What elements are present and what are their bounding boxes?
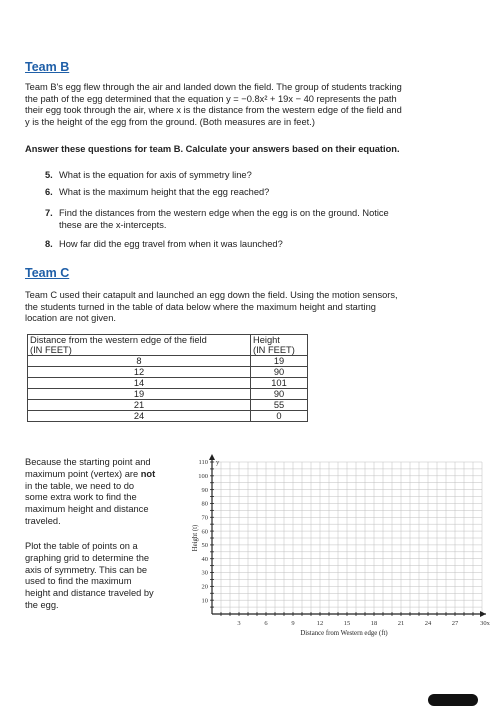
- table-row: [28, 378, 308, 389]
- team-c-line-1: Team C used their catapult and launched an egg down the field. Using the motion sensors,: [25, 290, 398, 300]
- y-tick-label: 10: [201, 597, 208, 605]
- distance-cell: 21: [28, 400, 251, 411]
- team-b-line-1: Team B's egg flew through the air and landed down the field. The group of students tracking: [25, 82, 402, 92]
- x-tick-label: 21: [397, 620, 405, 627]
- table-row: [28, 411, 308, 422]
- question-text: How far did the egg travel from when it was launched?: [59, 239, 283, 249]
- col-height-header-line-1: Height: [253, 335, 280, 345]
- y-axis-arrow: [209, 454, 215, 460]
- y-tick-label: 40: [201, 555, 208, 563]
- height-cell: 19: [251, 356, 308, 367]
- side-explanation-2: [25, 541, 185, 612]
- team-c-heading: Team C: [25, 266, 70, 280]
- team-c-data-table: [27, 334, 308, 422]
- team-b-questions: [45, 170, 465, 260]
- distance-cell: 14: [28, 378, 251, 389]
- question-text: What is the equation for axis of symmetry line?: [59, 170, 252, 180]
- height-cell: 90: [251, 367, 308, 378]
- graphing-grid: [190, 452, 490, 642]
- side-1-line-1: Because the starting point and: [25, 457, 151, 467]
- team-b-heading: Team B: [25, 60, 70, 74]
- y-tick-label: 50: [201, 542, 208, 550]
- x-tick-label: 6: [264, 620, 268, 627]
- y-tick-label: 70: [201, 514, 208, 522]
- team-b-line-3: their egg took through the air, where x is the distance from the western edge of the field and: [25, 105, 402, 116]
- x-tick-label: 12: [316, 620, 324, 627]
- x-axis-arrow: [480, 611, 486, 617]
- x-tick-label: 18: [370, 620, 378, 627]
- y-tick-label: 30: [201, 569, 208, 577]
- table-row: [28, 356, 308, 367]
- side-2-line-3: axis of symmetry. This can be: [25, 564, 148, 575]
- col-distance-header-line-2: (IN FEET): [30, 345, 72, 355]
- side-2-line-6: the egg.: [25, 599, 59, 610]
- side-1-emphasis: not: [140, 468, 156, 479]
- height-cell: 90: [251, 389, 308, 400]
- x-tick-label: 9: [291, 620, 295, 627]
- y-tick-label: 100: [198, 473, 208, 481]
- height-cell: 101: [251, 378, 308, 389]
- scroll-indicator[interactable]: [428, 694, 478, 706]
- table-row: [28, 400, 308, 411]
- side-2-line-2: graphing grid to determine the: [25, 552, 150, 563]
- x-tick-label: 3: [237, 620, 241, 627]
- y-tick-label: 80: [201, 500, 208, 508]
- y-tick-label: 110: [198, 459, 208, 467]
- side-2-line-4: used to find the maximum: [25, 576, 132, 587]
- tick-labels: [192, 459, 490, 637]
- distance-cell: 12: [28, 367, 251, 378]
- y-tick-label: 90: [201, 486, 208, 494]
- question-number: 6.: [45, 187, 53, 197]
- team-b-line-4: y is the height of the egg from the ground. (Both measures are in feet.): [25, 116, 315, 127]
- question-number: 8.: [45, 239, 53, 249]
- side-1-line-4: some extra work to find the: [25, 492, 137, 503]
- distance-cell: 8: [28, 356, 251, 367]
- side-1-line-2: [25, 469, 185, 481]
- height-cell: 55: [251, 400, 308, 411]
- distance-cell: 19: [28, 389, 251, 400]
- table-header-row: [28, 335, 308, 356]
- col-height-header: [251, 335, 308, 356]
- y-axis-title: Height (t): [192, 524, 199, 552]
- question-text: Find the distances from the western edge when the egg is on the ground. Notice: [59, 208, 389, 218]
- side-2-line-5: height and distance traveled by: [25, 588, 154, 599]
- team-b-paragraph: [25, 82, 475, 128]
- team-c-line-2: the students turned in the table of data below where the maximum height and starting: [25, 301, 376, 312]
- team-c-line-3: location are not given.: [25, 313, 116, 324]
- team-b-line-2: the path of the egg determined that the equation y = −0.8x² + 19x − 40 represents the path: [25, 93, 397, 104]
- col-height-header-line-2: (IN FEET): [253, 345, 295, 355]
- y-tick-label: 60: [201, 528, 208, 536]
- distance-cell: 24: [28, 411, 251, 422]
- table-row: [28, 367, 308, 378]
- side-1-line-2-text: maximum point (vertex) are: [25, 468, 141, 479]
- y-tick-label: 20: [201, 583, 208, 591]
- question-number: 5.: [45, 170, 53, 180]
- side-1-line-3: in the table, we need to do: [25, 480, 135, 491]
- side-1-line-6: traveled.: [25, 515, 61, 526]
- question-number: 7.: [45, 208, 53, 218]
- col-distance-header-line-1: Distance from the western edge of the field: [30, 335, 207, 345]
- x-tick-label: 15: [343, 620, 351, 627]
- col-distance-header: [28, 335, 251, 356]
- grid-lines: [212, 462, 482, 614]
- side-2-line-1: Plot the table of points on a: [25, 541, 138, 551]
- x-tick-label: 24: [424, 620, 432, 627]
- question-text: these are the x-intercepts.: [59, 220, 167, 230]
- x-axis-title: Distance from Western edge (ft): [300, 630, 388, 637]
- team-c-paragraph: [25, 290, 475, 325]
- x-tick-label: 27: [451, 620, 459, 627]
- side-1-line-5: maximum height and distance: [25, 504, 149, 515]
- x-axis-end-label: 30x: [480, 620, 490, 627]
- question-text: What is the maximum height that the egg reached?: [59, 187, 270, 197]
- height-cell: 0: [251, 411, 308, 422]
- y-axis-end-label: y: [216, 459, 220, 466]
- side-explanation-1: [25, 457, 185, 528]
- team-b-instruction: Answer these questions for team B. Calculate your answers based on their equation.: [25, 144, 400, 154]
- axes: [209, 454, 486, 617]
- table-row: [28, 389, 308, 400]
